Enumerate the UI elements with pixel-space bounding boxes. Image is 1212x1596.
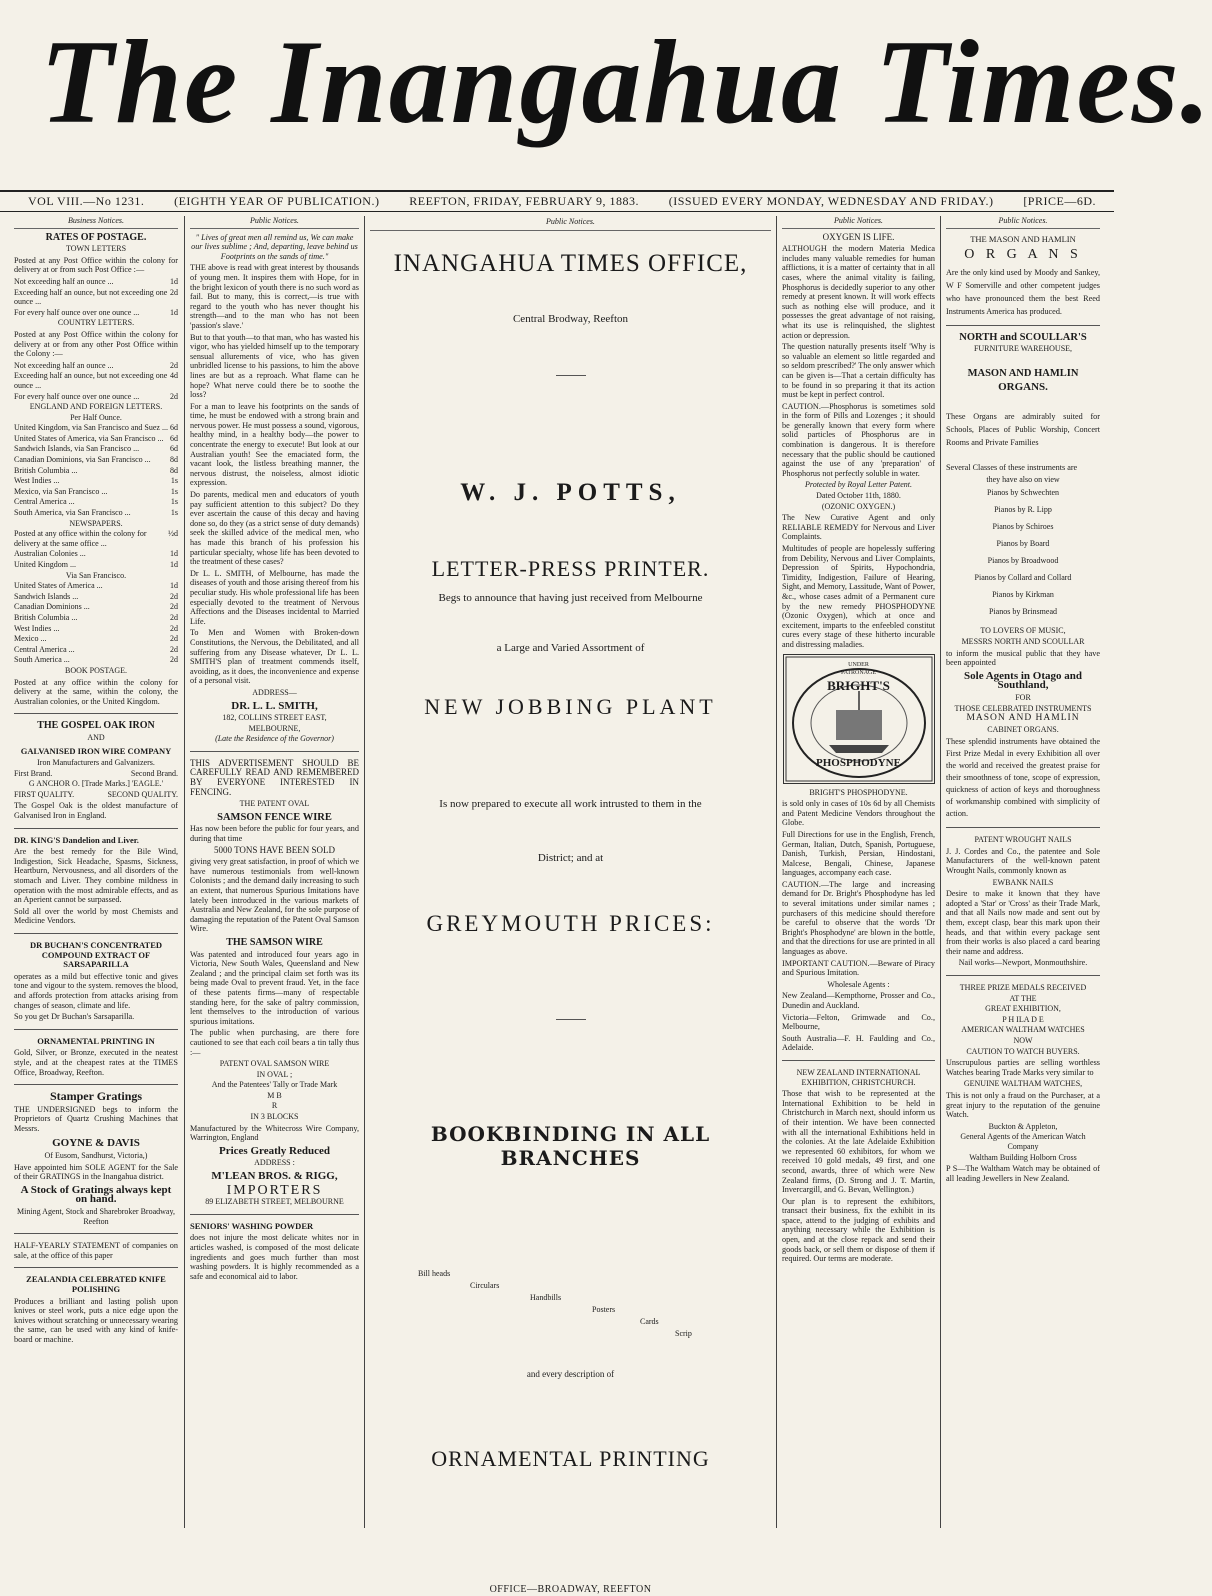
gospel-company: GALVANISED IRON WIRE COMPANY [20, 745, 172, 756]
oxygen-heading: OXYGEN IS LIFE. [822, 231, 895, 242]
brights-heading: BRIGHT'S PHOSPHODYNE. [809, 787, 908, 797]
column-public-notices-2 [186, 216, 363, 1528]
mlean-bros: M'LEAN BROS. & RIGG, [211, 1170, 338, 1183]
prices-reduced: Prices Greatly Reduced [219, 1144, 330, 1157]
divider [14, 1267, 178, 1268]
buchan-heading: DR BUCHAN'S CONCENTRATED COMPOUND EXTRACT OF SARSAPARILLA [29, 940, 163, 970]
smith-text-6: To Men and Women with Broken-down Constitutions, the Nervous, the Debilitated, and all suffering from any Disease whatever, Dr L. L. SMITH'S plan of treatment commends itself, avoiding, as it does, the inconvenience and expense of a personal visit. [190, 628, 359, 686]
stationery-item: Bill heads [418, 1269, 451, 1278]
brand-row: First Brand. Second Brand. [14, 768, 178, 778]
north-scoullar: NORTH and SCOULLAR'S [959, 331, 1087, 343]
exhibition-heading: NEW ZEALAND INTERNATIONAL EXHIBITION, CHRISTCHURCH. [796, 1067, 921, 1087]
goyne-place: Of Eusom, Sandhurst, Victoria,) [44, 1151, 148, 1161]
oxygen-text-2: The question naturally presents itself 'Why is so valuable an element so little regarded and so seldom prescribed?' The only answer which can be given is—That a certain difficulty has to be found in so preparing it that its action must be kept in perfect control. [782, 342, 935, 400]
important-caution: IMPORTANT CAUTION.—Beware of Piracy and Spurious Imitation. [782, 958, 935, 978]
masthead: The Inangahua Times. [40, 15, 1212, 148]
smith-text-4: Do parents, medical men and educators of youth pay sufficient attention to this subject? Do they ever ascertain the cause of this decay and having done so, do they (as a strict sense of duty demands) seek the skilled advice of the medical men, who has made this branch of his profession his particular specialty, whose life has been devoted to the treatment of these cases? [190, 490, 359, 567]
wholesale-agents: Wholesale Agents : [827, 979, 890, 989]
rate-row: Not exceeding half an ounce ... 1d [14, 276, 178, 286]
divider [946, 827, 1100, 828]
ornamental-text: Gold, Silver, or Bronze, executed in the neatest style, and at the cheapest rates at the TIMES Office, Broadway, Reefton. [14, 1048, 178, 1077]
smith-residence: (Late the Residence of the Governor) [215, 734, 334, 744]
greymouth-prices: GREYMOUTH PRICES: [426, 911, 715, 936]
half-yearly-statement: HALF-YEARLY STATEMENT of companies on sale, at the office of this paper [14, 1241, 178, 1260]
mason-hamlin-heading: THE MASON AND HAMLIN [970, 233, 1076, 244]
rate-row: Sandwich Islands ... 2d [14, 591, 178, 601]
printer-title: LETTER-PRESS PRINTER. [431, 556, 710, 581]
exhibition-text-2: Our plan is to represent the exhibitors, transact their business, fix the exhibit in its space, attend to the judging of exhibits and anything necessary while the Exhibition is open, and at the close repack and send their goods back, or sell them or dispose of them if required. Our terms are moderate. [782, 1196, 935, 1264]
columns [10, 216, 1104, 1595]
dr-king-text: Are the best remedy for the Bile Wind, Indigestion, Sick Headache, Spasms, Sickness, Heartburn, Nervousness, and all disorders of the stomach and Liver. They combine mildness in operation with the most admirable effects, and as an Aperient cannot be surpassed. [14, 847, 178, 905]
book-postage-text: Posted at any office within the colony for delivery at the same, within the colony, the Australian colonies, or the United Kingdom. [14, 677, 178, 706]
column-public-notices-5 [942, 216, 1104, 1528]
importers: IMPORTERS [226, 1182, 323, 1198]
assortment: a Large and Varied Assortment of [496, 642, 645, 654]
column-title: Business Notices. [14, 216, 178, 229]
stationery-item: Scrip [675, 1329, 692, 1338]
town-rates [14, 277, 178, 317]
stock-heading: A Stock of Gratings always kept on hand. [20, 1183, 172, 1206]
office-footer: OFFICE—BROADWAY, REEFTON [489, 1584, 652, 1595]
mason-hamlin-2: MASON AND HAMLIN [966, 713, 1080, 724]
divider [946, 325, 1100, 326]
ewbank-text: Desire to make it known that they have adopted a 'Star' or 'Cross' as their Trade Mark, and that all Nails now made and sent out by them, except clasp, bear this mark upon their heads, and that within every package sent from their works is also placed a card bearing their name and address. [946, 889, 1100, 956]
every-description: and every description of [526, 1369, 615, 1379]
column-title: Public Notices. [370, 216, 771, 231]
sa-agents: South Australia—F. H. Faulding and Co., Adelaide. [782, 1033, 935, 1053]
dr-king-sold: Sold all over the world by most Chemists and Medicine Vendors. [14, 906, 178, 926]
caution-watch-buyers: CAUTION TO WATCH BUYERS. [966, 1046, 1080, 1056]
organs-suited: These Organs are admirably suited for Schools, Places of Public Worship, Concert Rooms and Private Families [946, 412, 1100, 448]
samson-text-3: Was patented and introduced four years ago in Victoria, New South Wales, Queensland and New Zealand ; and the principal claim set forth was its being made Oval to prevent fraud. Yet, in the face of these patents firms—many of respectable standing here, for the sake of paltry commission, lent themselves to the introduction of various spurious imitations. [190, 949, 359, 1026]
piano-item: Pianos by Schwechten [987, 488, 1059, 498]
office-heading: INANGAHUA TIMES OFFICE, [393, 250, 748, 277]
caution-imitations: CAUTION.—The large and increasing demand for Dr. Bright's Phosphodyne has led to several imitations under similar names ; purchasers of this medicine should therefore be careful to observe that the words 'Dr Bright's Phosphodyne' are blown in the bottle, and that the directions for use are printed in all languages as above. [782, 879, 936, 957]
bookbinding: BOOKBINDING IN ALL BRANCHES [430, 1122, 711, 1170]
oxygen-text: ALTHOUGH the modern Materia Medica includes many valuable remedies for human afflictions, it is a matter of certainty that in all cases, where the animal vitality is failing, Phosphorus is decidedly superior to any other remedy at present known. It will work effects such as nothing else will produce, and it possesses the great advantage of not raising, what its use is relinquished, the slightest action or depression. [782, 244, 935, 340]
stationery-item: Handbills [530, 1293, 562, 1302]
foreign-rates [14, 423, 178, 517]
tally-line: And the Patentees' Tally or Trade Mark [211, 1080, 338, 1090]
dr-king-heading: DR. KING'S Dandelion and Liver. [14, 834, 139, 845]
piano-item: Pianos by Board [996, 539, 1050, 549]
splendid-text: These splendid instruments have obtained the First Prize Medal in every Exhibition all over the world and received the greatest praise for their smoothness of tone, scope of expression, quickness of action of keys and thoroughness of workmanship combined with simplicity of action. [946, 737, 1100, 819]
goyne-davis: GOYNE & DAVIS [52, 1136, 140, 1149]
tally-line: M B [267, 1090, 282, 1100]
postscript: P S—The Waltham Watch may be obtained of all leading Jewellers in New Zealand. [946, 1164, 1100, 1183]
rate-row: British Columbia ... 2d [14, 612, 178, 622]
stationery-item: Cards [640, 1317, 659, 1326]
philadelphia: P H ILA D E [1002, 1014, 1044, 1024]
lovers-of-music: TO LOVERS OF MUSIC, [980, 626, 1066, 636]
book-postage-heading: BOOK POSTAGE. [64, 665, 128, 675]
gospel-text: The Gospel Oak is the oldest manufacture of Galvanised Iron in England. [14, 801, 178, 821]
postage-heading: RATES OF POSTAGE. [45, 231, 147, 243]
rate-row: Central America ... 2d [14, 644, 178, 654]
rate-row: Sandwich Islands, via San Francisco ... 6d [14, 444, 178, 454]
foreign-letters-heading: ENGLAND AND FOREIGN LETTERS. [29, 402, 163, 412]
rate-row: British Columbia ... 8d [14, 465, 178, 475]
divider [190, 1214, 359, 1215]
column-title: Public Notices. [782, 216, 935, 229]
town-letters-heading: TOWN LETTERS [65, 244, 127, 254]
sf-rates [14, 581, 178, 665]
district-text: District; and at [537, 852, 604, 864]
multitudes-text: Multitudes of people are hopelessly suffering from Debility, Nervous and Liver Complaints, Depression of Spirits, Hypochondria, Timidity, Indigestion, Failure of Hearing, Sight, and Memory, Lassitude, Want of Power, &c., whose cases admit of a Permanent cure by the new remedy PHOSPHODYNE (Ozonic Oxygen), which at once and excitement, imparts to the enfeebled constitut cures every stage of these hitherto incurable and distressing maladies. [782, 544, 935, 649]
piano-item: Pianos by Broadwood [987, 556, 1059, 566]
smith-text-3: For a man to leave his footprints on the sands of time, he must be endowed with a strong brain and nervous power. He must possess a sound, vigorous, healthy mind, in a healthy body—the power to concentrate the energy to execute! But look at our Australian youth! See the emaciated form, the vacant look, the listless breathing manner, the nervous distrust, the noiseless, almost idiotic expression. [190, 401, 359, 488]
celebrated-instruments: THOSE CELEBRATED INSTRUMENTS [954, 703, 1092, 713]
cabinet-organs: CABINET ORGANS. [987, 724, 1059, 734]
stationery-item: Circulars [470, 1281, 500, 1290]
poem: " Lives of great men all remind us, We can make our lives sublime ; And, departing, leave behind us Footprints on the sands of time." [191, 232, 358, 261]
divider [14, 1233, 178, 1234]
place-and-date: REEFTON, FRIDAY, FEBRUARY 9, 1883. [409, 194, 639, 208]
via-san-francisco: Via San Francisco. [65, 570, 127, 580]
issue-schedule: (ISSUED EVERY MONDAY, WEDNESDAY AND FRIDAY.) [668, 194, 994, 208]
smith-text-2: But to that youth—to that man, who has wasted his vigor, who has yielded himself up to the temporary sensual allurements of vice, who has given unbridled license to his passions, to him the above lines are but as a reproach. What flame can he hope? What nerve could there be to soothe the loss? [190, 332, 359, 400]
stationery-item: Posters [592, 1305, 616, 1314]
exhibition-text: Those that wish to be represented at the International Exhibition to be held in Christchurch in March next, should inform us of their intention. We have been connected with all the international Exhibitions held in the colonies. At the late Adelaide Exhibition we represented 60 exhibitors, for whom we received 10 gold medals, 49 first, and one second, awards, three of which were New Zealand firms, (D. Strong and J. T. Martin, Invercargill, and G. Bevan, Wellington.) [782, 1089, 935, 1195]
rate-row: West Indies ... 1s [14, 476, 178, 486]
gospel-manufacturers: Iron Manufacturers and Galvanizers. [37, 758, 155, 768]
rate-row: Exceeding half an ounce, but not exceeding one ounce ... 4d [14, 371, 178, 390]
zealandia-heading: ZEALANDIA CELEBRATED KNIFE POLISHING [26, 1274, 166, 1295]
divider [14, 713, 178, 714]
prepared-text: Is now prepared to execute all work intrusted to them in the [439, 798, 702, 810]
caution-phosphorus: CAUTION.—Phosphorus is sometimes sold in the form of Pills and Lozenges ; it should be generally known that every form where solid particles of Phosphorus are in combination is dangerous. It is therefore necessary that the public should be cautioned against the use of any 'preparation' of Phosphorus not perfectly soluble in water. [782, 401, 935, 478]
label-name: BRIGHT'S [827, 677, 890, 693]
rate-row: South America ... 2d [14, 655, 178, 665]
patent-nails-heading: PATENT WROUGHT NAILS [974, 835, 1072, 845]
label-product: PHOSPHODYNE [816, 756, 901, 769]
mason-hamlin: MASON AND HAMLIN [967, 367, 1079, 379]
rate-row: United States of America, via San Francisco ... 6d [14, 433, 178, 443]
rate-row: For every half ounce over one ounce ... 2d [14, 391, 178, 401]
printer-name: W. J. POTTS, [460, 479, 681, 506]
goyne-text: Have appointed him SOLE AGENT for the Sale of their GRATINGS in the Inangahua district. [14, 1162, 178, 1182]
samson-wire: THE SAMSON WIRE [226, 936, 323, 948]
smith-text-1: THE above is read with great interest by thousands of young men. It inspires them with Hope, for in the bright lexicon of youth there is no such word as fail. But to many, this is correct,—is true with regard to the youth who has never thought his strength—and to the man who has not been 'passion's slave.' [190, 263, 359, 330]
stamper-text: THE UNDERSIGNED begs to inform the Proprietors of Quartz Crushing Machines that Messrs. [14, 1104, 178, 1133]
gospel-oak-heading: THE GOSPEL OAK IRON [37, 720, 155, 732]
samson-text-4: The public when purchasing, are there fore cautioned to see that each coil bears a tin tally thus :— [190, 1028, 359, 1057]
column-title: Public Notices. [946, 216, 1100, 229]
nail-works: Nail works—Newport, Monmouthshire. [958, 958, 1088, 968]
mlean-address: 89 ELIZABETH STREET, MELBOURNE [205, 1197, 344, 1207]
patent-nails-text: J. J. Cordes and Co., the patentee and Sole Manufacturers of the well-known patent Wrought Nails, commonly known as [946, 846, 1100, 876]
newspaper-rates [14, 529, 178, 569]
buchan-text: operates as a mild but effective tonic and gives tone and vigour to the system. removes the blood, and affords protection from attacks arising from changes of season, climate and life. [14, 971, 178, 1010]
country-letters-text: Posted at any Post Office within the colony for delivery at or from any other Post Office within the Colony :— [14, 329, 178, 359]
divider [14, 1084, 178, 1085]
tally-line: R [271, 1101, 278, 1111]
curative-agent: The New Curative Agent and only RELIABLE REMEDY for Nervous and Liver Complaints. [782, 513, 935, 542]
directions: Full Directions for use in the English, French, German, Italian, Dutch, Spanish, Portuguese, Danish, Turkish, Persian, Hindostani, Malcese, Bengali, Chinese, Japanese languages, accompany each case. [782, 829, 935, 878]
column-rule [776, 216, 777, 1528]
town-letters-text: Posted at any Post Office within the colony for delivery at or from such Post Office :— [14, 255, 178, 275]
rate-row: Australian Colonies ... 1d [14, 549, 178, 559]
price: [PRICE—6D. [1023, 194, 1096, 208]
ozonic-oxygen: (OZONIC OXYGEN.) [821, 501, 896, 511]
rate-row: South America, via San Francisco ... 1s [14, 508, 178, 518]
office-address: Central Brodway, Reefton [512, 313, 629, 325]
piano-item: Pianos by Collard and Collard [974, 573, 1072, 583]
rate-row: Posted at any office within the colony for delivery at the same office ... ½d [14, 529, 178, 548]
per-half-ounce: Per Half Ounce. [70, 412, 122, 422]
rate-row: Not exceeding half an ounce ... 2d [14, 360, 178, 370]
country-letters-heading: COUNTRY LETTERS. [57, 318, 135, 328]
announcement: Begs to announce that having just received from Melbourne [438, 592, 703, 604]
newspapers-heading: NEWSPAPERS. [69, 518, 123, 528]
buckton-appleton: Buckton & Appleton, [988, 1121, 1058, 1131]
divider [14, 828, 178, 829]
column-rule [364, 216, 365, 1528]
address-label: ADDRESS— [252, 687, 297, 697]
organs-text: Are the only kind used by Moody and Sankey, W F Somerville and other competent judges who have pronounced them the best Reed Instruments America has produced. [946, 267, 1100, 316]
phosphodyne-label [783, 654, 935, 784]
three-prize-medals: THREE PRIZE MEDALS RECEIVED [959, 983, 1087, 992]
divider [14, 933, 178, 934]
rate-row: United Kingdom ... 1d [14, 560, 178, 569]
piano-item: Pianos by Schiroes [992, 522, 1054, 532]
waltham-building: Waltham Building Holborn Cross [969, 1152, 1077, 1162]
volume-number: VOL VIII.—No 1231. [28, 194, 145, 208]
rate-row: Exceeding half an ounce, but not exceeding one ounce ... 2d [14, 287, 178, 307]
samson-tons: 5000 TONS HAVE BEEN SOLD [213, 844, 335, 855]
column-rule [940, 216, 941, 1528]
several-classes: Several Classes of these instruments are [946, 463, 1078, 473]
smith-city: MELBOURNE, [248, 723, 301, 733]
piano-item: Pianos by R. Lipp [994, 505, 1052, 515]
label-patronage: PATRONAGE [840, 669, 877, 676]
jobbing-plant: NEW JOBBING PLANT [424, 694, 717, 719]
organs-heading: O R G A N S [964, 247, 1082, 263]
samson-heading: SAMSON FENCE WIRE [217, 811, 332, 823]
year-of-publication: (EIGHTH YEAR OF PUBLICATION.) [174, 194, 380, 208]
divider [782, 1060, 935, 1061]
messrs-north: MESSRS NORTH AND SCOULLAR [961, 636, 1085, 646]
seniors-heading: SENIORS' WASHING POWDER [190, 1220, 314, 1231]
divider [14, 1029, 178, 1030]
protected: Protected by Royal Letter Patent. [804, 480, 912, 490]
stock-signature: Mining Agent, Stock and Sharebroker Broadway, Reefton [17, 1207, 175, 1226]
sole-agents: Sole Agents in Otago and Southland, [964, 669, 1082, 692]
column-title: Public Notices. [190, 216, 359, 229]
genuine-text: This is not only a fraud on the Purchaser, at a great injury to the reputation of the genuine Watch. [946, 1090, 1100, 1120]
rate-row: For every half ounce over one ounce ... 1d [14, 307, 178, 317]
rate-row: United States of America ... 1d [14, 581, 178, 591]
tally-line: PATENT OVAL SAMSON WIRE [219, 1059, 330, 1069]
column-public-notices-4 [778, 216, 939, 1528]
great-exhibition: GREAT EXHIBITION, [985, 1004, 1061, 1014]
furniture-warehouse: FURNITURE WAREHOUSE, [973, 344, 1073, 354]
smith-address: 182, COLLINS STREET EAST, [222, 713, 327, 723]
tally-line: IN 3 BLOCKS [250, 1112, 299, 1122]
ornamental-heading: ORNAMENTAL PRINTING IN [37, 1035, 155, 1046]
patent-oval: THE PATENT OVAL [239, 799, 310, 809]
genuine-waltham: GENUINE WALTHAM WATCHES, [963, 1079, 1083, 1089]
rate-row: United Kingdom, via San Francisco and Suez ... 6d [14, 423, 178, 433]
rate-row: Canadian Dominions, via San Francisco ... 8d [14, 455, 178, 465]
samson-text-2: giving very great satisfaction, in proof of which we have numerous testimonials from well-known Colonists ; and the demand daily increasing to such an extent, that numerous Spurious Imitations have lately been introduced in the various markets of Australia and New Zealand, for the sole purpose of damaging the reputation of the Patent Oval Samson Wire. [190, 857, 359, 934]
patent-date: Dated October 11th, 1880. [816, 491, 901, 501]
address-label: ADDRESS : [254, 1158, 295, 1168]
rate-row: Canadian Dominions ... 2d [14, 602, 178, 612]
vic-agents: Victoria—Felton, Grimwade and Co., Melbourne, [782, 1012, 935, 1032]
at-the: AT THE [1009, 993, 1037, 1003]
smith-text-5: Dr L. L. SMITH, of Melbourne, has made the diseases of youth and those arising thereof from his peculiar study. His whole professional life has been especially devoted to the treatment of Nervous Affections and the Diseases incidental to Married Life. [190, 568, 359, 626]
stamper-heading: Stamper Gratings [49, 1089, 143, 1104]
seniors-text: does not injure the most delicate whites nor in articles washed, is composed of the most delicate ingredients and goes much further than most washing powders. It is highly recommended as a safe and economical aid to labor. [190, 1233, 359, 1281]
column-rule [184, 216, 185, 1528]
ewbank-nails: EWBANK NAILS [992, 877, 1054, 887]
manufactured-by: Manufactured by the Whitecross Wire Company, Warrington, England [190, 1123, 359, 1143]
piano-list [946, 485, 1100, 620]
label-top: UNDER [848, 661, 869, 668]
organs: ORGANS. [998, 380, 1048, 393]
column-printer-ad [366, 216, 775, 1595]
trade-marks: G ANCHOR O. [Trade Marks.] 'EAGLE.' [28, 779, 164, 789]
zealandia-text: Produces a brilliant and lasting polish upon knives or steel work, puts a nice edge upon the knives without scratching or unnecessary wearing the same, can be used with any kind of knife-board or machine. [14, 1296, 178, 1344]
samson-text: Has now been before the public for four years, and during that time [190, 824, 359, 844]
piano-item: Pianos by Kirkman [992, 590, 1054, 600]
brights-sold: is sold only in cases of 10s 6d by all Chemists and Patent Medicine Vendors throughout the Globe. [782, 799, 935, 828]
inform-text: to inform the musical public that they have been appointed [946, 648, 1100, 668]
buckton-text: General Agents of the American Watch Company [960, 1132, 1086, 1151]
country-rates [14, 361, 178, 401]
piano-item: Pianos by Brinsmead [989, 607, 1057, 617]
rate-row: West Indies ... 2d [14, 623, 178, 633]
rate-row: Mexico, via San Francisco ... 1s [14, 486, 178, 496]
also-on-view: they have also on view [986, 474, 1060, 484]
now-label: NOW [1013, 1035, 1033, 1045]
for-label: FOR [1015, 692, 1031, 702]
rate-row: Central America ... 1s [14, 497, 178, 507]
fencing-notice: THIS ADVERTISEMENT SHOULD BE CAREFULLY READ AND REMEMBERED BY EVERYONE INTERESTED IN FENCING. [190, 757, 359, 797]
gospel-and: AND [87, 732, 105, 742]
divider [190, 751, 359, 752]
nz-agents: New Zealand—Kempthorne, Prosser and Co., Dunedin and Auckland. [782, 991, 935, 1010]
buchan-ask: So you get Dr Buchan's Sarsaparilla. [14, 1012, 135, 1022]
divider [946, 975, 1100, 976]
column-business-notices [10, 216, 182, 1528]
rate-row: Mexico ... 2d [14, 634, 178, 644]
smith-name: DR. L. L. SMITH, [231, 699, 318, 712]
waltham-heading: AMERICAN WALTHAM WATCHES [961, 1025, 1085, 1035]
dateline [0, 190, 1114, 212]
stationery-list [370, 1170, 771, 1340]
tally-line: IN OVAL ; [256, 1069, 293, 1079]
quality-row: FIRST QUALITY. SECOND QUALITY. [14, 789, 178, 799]
ornamental-printing: ORNAMENTAL PRINTING [431, 1446, 710, 1471]
caution-watch-text: Unscrupulous parties are selling worthless Watches bearing Trade Marks very similar to [946, 1058, 1100, 1077]
